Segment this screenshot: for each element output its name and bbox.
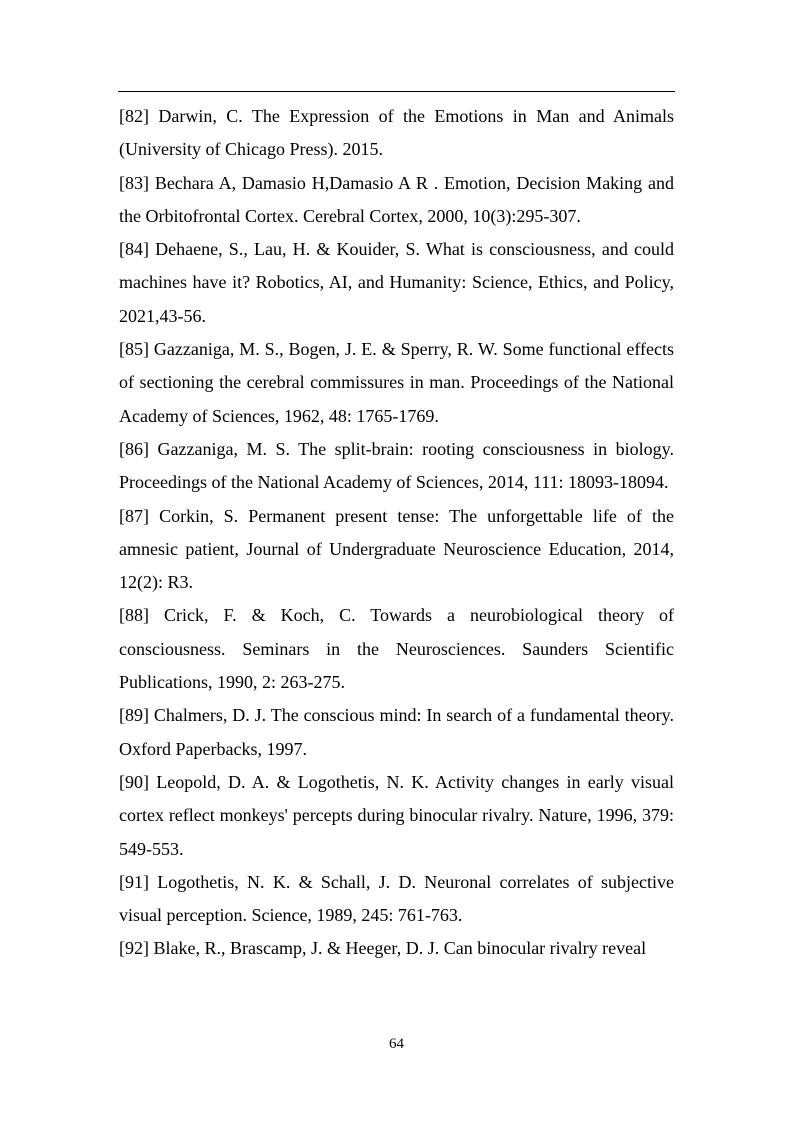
- reference-89: [89] Chalmers, D. J. The conscious mind: In search of a fundamental theory. Oxford Paperbacks, 1997.: [119, 705, 674, 759]
- page-number: 64: [389, 1036, 404, 1052]
- reference-87: [87] Corkin, S. Permanent present tense: The unforgettable life of the amnesic patient, Journal of Undergraduate Neuroscience Education, 2014, 12(2): R3.: [119, 505, 674, 593]
- reference-85: [85] Gazzaniga, M. S., Bogen, J. E. & Sperry, R. W. Some functional effects of sectioning the cerebral commissures in man. Proceedings of the National Academy of Sciences, 1962, 48: 1765-1769.: [119, 339, 674, 426]
- header-rule: [118, 91, 675, 92]
- reference-86: [86] Gazzaniga, M. S. The split-brain: rooting consciousness in biology. Proceedings of the National Academy of Sciences, 2014, 111: 18093-18094.: [119, 438, 674, 493]
- reference-90: [90] Leopold, D. A. & Logothetis, N. K. Activity changes in early visual cortex reflect monkeys' percepts during binocular rivalry. Nature, 1996, 379: 549-553.: [119, 771, 674, 859]
- reference-91: [91] Logothetis, N. K. & Schall, J. D. Neuronal correlates of subjective visual perception. Science, 1989, 245: 761-763.: [119, 871, 674, 926]
- reference-list: [119, 100, 674, 966]
- reference-82: [82] Darwin, C. The Expression of the Emotions in Man and Animals (University of Chicago Press). 2015.: [119, 106, 674, 160]
- reference-92: [92] Blake, R., Brascamp, J. & Heeger, D. J. Can binocular rivalry reveal: [119, 938, 647, 959]
- reference-88: [88] Crick, F. & Koch, C. Towards a neurobiological theory of consciousness. Seminars in the Neurosciences. Saunders Scientific Publications, 1990, 2: 263-275.: [119, 605, 674, 693]
- reference-83: [83] Bechara A, Damasio H,Damasio A R . Emotion, Decision Making and the Orbitofrontal Cortex. Cerebral Cortex, 2000, 10(3):295-307.: [119, 172, 674, 226]
- reference-84: [84] Dehaene, S., Lau, H. & Kouider, S. What is consciousness, and could machines have it? Robotics, AI, and Humanity: Science, Ethics, and Policy, 2021,43-56.: [119, 239, 674, 326]
